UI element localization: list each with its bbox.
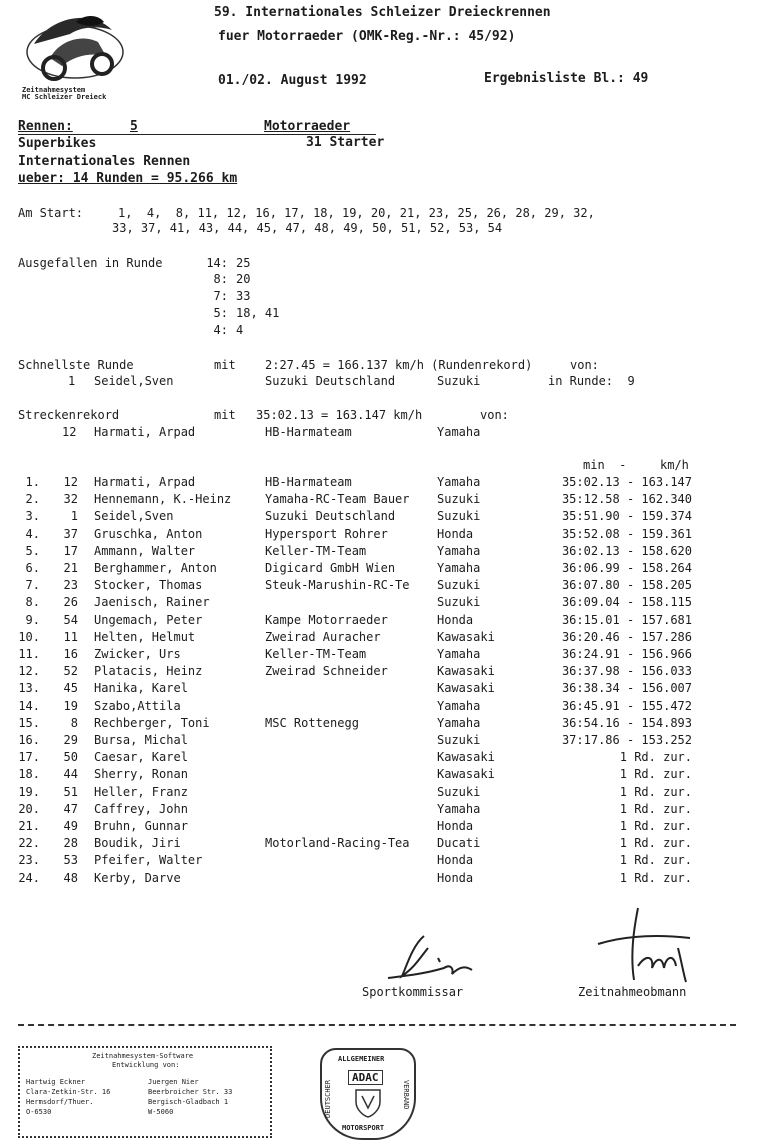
col-header-kmh: km/h	[660, 458, 689, 472]
result-position: 18.	[18, 767, 40, 782]
club-logo	[20, 4, 130, 100]
result-make: Honda	[437, 870, 474, 885]
result-time-speed: 1 Rd. zur.	[619, 750, 692, 765]
logo-caption-line1: Zeitnahmesystem	[22, 86, 86, 94]
result-number: 45	[63, 681, 78, 696]
result-rider-name: Caffrey, John	[94, 801, 188, 816]
result-number: 44	[63, 767, 78, 782]
result-team: MSC Rottenegg	[265, 715, 359, 730]
result-time-speed: 35:02.13 - 163.147	[561, 475, 692, 489]
developer-right-2: Beerbroicher Str. 33	[148, 1088, 233, 1096]
result-position: 10.	[18, 629, 40, 644]
dashed-separator	[18, 1024, 736, 1026]
result-rider-name: Stocker, Thomas	[94, 578, 203, 593]
retired-numbers: 33	[236, 289, 251, 303]
result-number: 32	[63, 492, 78, 507]
result-number: 8	[70, 715, 78, 730]
result-make: Kawasaki	[437, 629, 495, 644]
rennen-type: Motorraeder	[264, 119, 351, 134]
result-position: 16.	[18, 733, 40, 747]
result-make: Kawasaki	[437, 750, 495, 765]
result-rider-name: Bursa, Michal	[94, 733, 188, 747]
result-rider-name: Heller, Franz	[94, 784, 188, 799]
result-make: Kawasaki	[437, 664, 495, 679]
result-time-speed: 36:37.98 - 156.033	[561, 664, 692, 679]
result-number: 53	[63, 853, 78, 868]
result-team: Yamaha-RC-Team Bauer	[265, 492, 410, 507]
result-time-speed: 36:38.34 - 156.007	[561, 681, 692, 696]
result-number: 12	[63, 475, 78, 489]
result-number: 50	[63, 750, 78, 765]
retired-lap: 5:	[213, 306, 228, 320]
result-number: 26	[63, 595, 78, 610]
developer-right-1: Juergen Nier	[148, 1078, 199, 1086]
logo-caption-line2: MC Schleizer Dreieck	[22, 93, 107, 101]
table-row	[0, 680, 760, 697]
retired-lap: 7:	[213, 289, 228, 303]
result-make: Yamaha	[437, 647, 481, 661]
race-event: Internationales Rennen	[18, 154, 191, 169]
result-rider-name: Ungemach, Peter	[94, 612, 203, 627]
result-make: Suzuki	[437, 509, 481, 524]
result-number: 23	[63, 578, 78, 593]
result-number: 19	[63, 698, 78, 713]
table-row	[0, 508, 760, 525]
result-make: Suzuki	[437, 595, 481, 610]
developer-right-4: W-5060	[148, 1108, 174, 1116]
result-position: 9.	[25, 612, 40, 627]
title-line2: fuer Motorraeder (OMK-Reg.-Nr.: 45/92)	[218, 29, 516, 44]
result-make: Yamaha	[437, 715, 481, 730]
result-position: 15.	[18, 715, 40, 730]
result-make: Ducati	[437, 836, 481, 851]
result-rider-name: Jaenisch, Rainer	[94, 595, 210, 610]
result-rider-name: Berghammer, Anton	[94, 561, 217, 575]
result-rider-name: Rechberger, Toni	[94, 715, 210, 730]
result-make: Honda	[437, 526, 474, 541]
track-record-number: 12	[62, 425, 77, 439]
result-position: 5.	[25, 543, 40, 558]
result-team: Kampe Motorraeder	[265, 612, 388, 627]
retired-label: Ausgefallen in Runde	[18, 256, 163, 270]
result-rider-name: Kerby, Darve	[94, 870, 181, 885]
result-team: Zweirad Schneider	[265, 664, 388, 679]
result-make: Honda	[437, 612, 474, 627]
result-position: 1.	[25, 475, 40, 489]
title-line1: 59. Internationales Schleizer Dreieckrennen	[214, 5, 551, 20]
result-rider-name: Bruhn, Gunnar	[94, 819, 188, 833]
retired-lap: 4:	[213, 323, 228, 337]
result-rider-name: Seidel,Sven	[94, 509, 174, 524]
result-number: 47	[63, 801, 78, 816]
race-class: Superbikes	[18, 136, 97, 151]
result-time-speed: 1 Rd. zur.	[619, 767, 692, 782]
seal-center-text: ADAC	[348, 1070, 383, 1085]
start-line2: 33, 37, 41, 43, 44, 45, 47, 48, 49, 50, 51, 52, 53, 54	[112, 221, 503, 235]
retired-lap: 8:	[213, 272, 228, 286]
result-number: 48	[63, 870, 78, 885]
result-team: Motorland-Racing-Tea	[265, 836, 410, 851]
result-make: Honda	[437, 853, 474, 868]
fastest-lap-von: von:	[570, 358, 599, 372]
result-position: 23.	[18, 853, 40, 868]
table-row	[0, 577, 760, 594]
result-position: 20.	[18, 801, 40, 816]
result-rider-name: Boudik, Jiri	[94, 836, 181, 851]
result-team: Digicard GmbH Wien	[265, 561, 396, 575]
retired-numbers: 25	[236, 256, 251, 270]
race-starters: 31 Starter	[306, 135, 385, 150]
track-record-label: Streckenrekord	[18, 408, 120, 422]
result-rider-name: Ammann, Walter	[94, 543, 196, 558]
table-row	[0, 818, 760, 835]
sheet-label: Ergebnisliste Bl.: 49	[484, 71, 649, 86]
result-position: 8.	[25, 595, 40, 610]
table-row	[0, 612, 760, 629]
result-time-speed: 35:12.58 - 162.340	[561, 492, 692, 507]
result-time-speed: 1 Rd. zur.	[619, 870, 692, 885]
result-rider-name: Hanika, Karel	[94, 681, 188, 696]
result-team: HB-Harmateam	[265, 475, 352, 489]
result-number: 51	[63, 784, 78, 799]
table-row	[0, 594, 760, 611]
result-position: 14.	[18, 698, 40, 713]
developer-left-1: Hartwig Eckner	[26, 1078, 86, 1086]
software-credit-box	[18, 1046, 272, 1138]
retired-numbers: 20	[236, 272, 251, 286]
table-row	[0, 491, 760, 508]
retired-numbers: 18, 41	[236, 306, 280, 320]
fastest-lap-number: 1	[68, 374, 76, 388]
result-number: 11	[63, 629, 78, 644]
fastest-lap-make: Suzuki	[437, 374, 481, 388]
result-number: 1	[70, 509, 78, 524]
result-position: 11.	[18, 647, 40, 661]
result-time-speed: 1 Rd. zur.	[619, 836, 692, 851]
result-time-speed: 1 Rd. zur.	[619, 819, 692, 833]
result-number: 54	[63, 612, 78, 627]
track-record-name: Harmati, Arpad	[94, 425, 196, 439]
result-team: Suzuki Deutschland	[265, 509, 396, 524]
result-position: 12.	[18, 664, 40, 679]
result-number: 49	[63, 819, 78, 833]
result-time-speed: 36:45.91 - 155.472	[561, 698, 692, 713]
result-rider-name: Hennemann, K.-Heinz	[94, 492, 232, 507]
result-number: 37	[63, 526, 78, 541]
track-record-team: HB-Harmateam	[265, 425, 352, 439]
table-row	[0, 629, 760, 646]
result-time-speed: 35:52.08 - 159.361	[561, 526, 692, 541]
result-position: 17.	[18, 750, 40, 765]
rennen-number: 5	[130, 119, 138, 134]
result-make: Honda	[437, 819, 474, 833]
table-row	[0, 801, 760, 818]
result-rider-name: Zwicker, Urs	[94, 647, 181, 661]
software-box-title: Zeitnahmesystem-Software	[92, 1052, 194, 1060]
retired-numbers: 4	[236, 323, 244, 337]
result-position: 24.	[18, 870, 40, 885]
result-time-speed: 36:07.80 - 158.205	[561, 578, 692, 593]
table-row	[0, 766, 760, 783]
developer-left-3: Hermsdorf/Thuer.	[26, 1098, 94, 1106]
developer-right-3: Bergisch-Gladbach 1	[148, 1098, 229, 1106]
developer-left-2: Clara-Zetkin-Str. 16	[26, 1088, 111, 1096]
result-time-speed: 1 Rd. zur.	[619, 853, 692, 868]
track-record-mit: mit	[214, 408, 236, 422]
seal-left-text: DEUTSCHER	[324, 1080, 332, 1118]
seal-bottom-text: MOTORSPORT	[342, 1124, 385, 1132]
result-rider-name: Platacis, Heinz	[94, 664, 203, 679]
fastest-lap-value: 2:27.45 = 166.137 km/h (Rundenrekord)	[265, 358, 533, 372]
track-record-von: von:	[480, 408, 509, 422]
table-row	[0, 474, 760, 491]
col-header-min: min -	[583, 458, 627, 472]
result-number: 21	[63, 561, 78, 575]
result-make: Suzuki	[437, 492, 481, 507]
sportkommissar-label: Sportkommissar	[362, 985, 464, 999]
result-time-speed: 1 Rd. zur.	[619, 784, 692, 799]
motorcycle-rider-logo-icon	[20, 4, 130, 88]
result-make: Yamaha	[437, 543, 481, 558]
result-position: 4.	[25, 526, 40, 541]
result-team: Keller-TM-Team	[265, 647, 367, 661]
shield-icon	[354, 1088, 382, 1118]
table-row	[0, 732, 760, 749]
result-number: 52	[63, 664, 78, 679]
fastest-lap-mit: mit	[214, 358, 236, 372]
race-distance: ueber: 14 Runden = 95.266 km	[18, 171, 238, 186]
seal-right-text: VERBAND	[402, 1080, 410, 1110]
result-make: Yamaha	[437, 475, 481, 489]
table-row	[0, 870, 760, 887]
software-box-subtitle: Entwicklung von:	[112, 1061, 180, 1069]
result-rider-name: Pfeifer, Walter	[94, 853, 203, 868]
result-make: Yamaha	[437, 561, 481, 575]
rennen-label: Rennen:	[18, 119, 73, 134]
table-row	[0, 852, 760, 869]
result-time-speed: 37:17.86 - 153.252	[561, 733, 692, 747]
adac-seal	[320, 1048, 416, 1140]
result-make: Kawasaki	[437, 681, 495, 696]
result-time-speed: 36:24.91 - 156.966	[561, 647, 692, 661]
table-row	[0, 698, 760, 715]
table-row	[0, 749, 760, 766]
result-team: Keller-TM-Team	[265, 543, 367, 558]
table-row	[0, 835, 760, 852]
result-number: 16	[63, 647, 78, 661]
track-record-value: 35:02.13 = 163.147 km/h	[256, 408, 423, 422]
result-time-speed: 35:51.90 - 159.374	[561, 509, 692, 524]
developer-left-4: O-6530	[26, 1108, 52, 1116]
result-rider-name: Harmati, Arpad	[94, 475, 196, 489]
retired-lap: 14:	[206, 256, 228, 270]
fastest-lap-team: Suzuki Deutschland	[265, 374, 396, 388]
table-row	[0, 543, 760, 560]
result-make: Kawasaki	[437, 767, 495, 782]
seal-top-text: ALLGEMEINER	[338, 1055, 385, 1063]
result-time-speed: 36:54.16 - 154.893	[561, 715, 692, 730]
result-time-speed: 1 Rd. zur.	[619, 801, 692, 816]
result-team: Zweirad Auracher	[265, 629, 381, 644]
result-rider-name: Sherry, Ronan	[94, 767, 188, 782]
result-team: Hypersport Rohrer	[265, 526, 388, 541]
result-make: Yamaha	[437, 698, 481, 713]
result-number: 29	[63, 733, 78, 747]
result-position: 7.	[25, 578, 40, 593]
table-row	[0, 663, 760, 680]
start-label: Am Start:	[18, 206, 84, 220]
result-position: 3.	[25, 509, 40, 524]
result-rider-name: Gruschka, Anton	[94, 526, 203, 541]
result-rider-name: Caesar, Karel	[94, 750, 188, 765]
track-record-make: Yamaha	[437, 425, 481, 439]
result-position: 6.	[25, 561, 40, 575]
table-row	[0, 646, 760, 663]
result-rider-name: Szabo,Attila	[94, 698, 181, 713]
table-row	[0, 784, 760, 801]
result-number: 17	[63, 543, 78, 558]
result-position: 13.	[18, 681, 40, 696]
result-number: 28	[63, 836, 78, 851]
result-position: 19.	[18, 784, 40, 799]
result-time-speed: 36:20.46 - 157.286	[561, 629, 692, 644]
result-rider-name: Helten, Helmut	[94, 629, 196, 644]
result-time-speed: 36:09.04 - 158.115	[561, 595, 692, 610]
result-make: Suzuki	[437, 784, 481, 799]
zeitnahmeobmann-label: Zeitnahmeobmann	[578, 985, 687, 999]
result-make: Yamaha	[437, 801, 481, 816]
result-make: Suzuki	[437, 733, 481, 747]
fastest-lap-name: Seidel,Sven	[94, 374, 174, 388]
fastest-lap-label: Schnellste Runde	[18, 358, 134, 372]
table-row	[0, 715, 760, 732]
result-position: 22.	[18, 836, 40, 851]
result-position: 21.	[18, 819, 40, 833]
table-row	[0, 526, 760, 543]
start-line1: 1, 4, 8, 11, 12, 16, 17, 18, 19, 20, 21, 23, 25, 26, 28, 29, 32,	[118, 206, 595, 220]
result-team: Steuk-Marushin-RC-Te	[265, 578, 410, 593]
result-time-speed: 36:06.99 - 158.264	[561, 561, 692, 575]
zeitnahmeobmann-signature-icon	[594, 904, 714, 988]
result-position: 2.	[25, 492, 40, 507]
sportkommissar-signature-icon	[384, 928, 484, 986]
event-date: 01./02. August 1992	[218, 73, 367, 88]
table-row	[0, 560, 760, 577]
fastest-lap-round: in Runde: 9	[548, 374, 635, 388]
result-make: Suzuki	[437, 578, 481, 593]
result-time-speed: 36:15.01 - 157.681	[561, 612, 692, 627]
result-time-speed: 36:02.13 - 158.620	[561, 543, 692, 558]
